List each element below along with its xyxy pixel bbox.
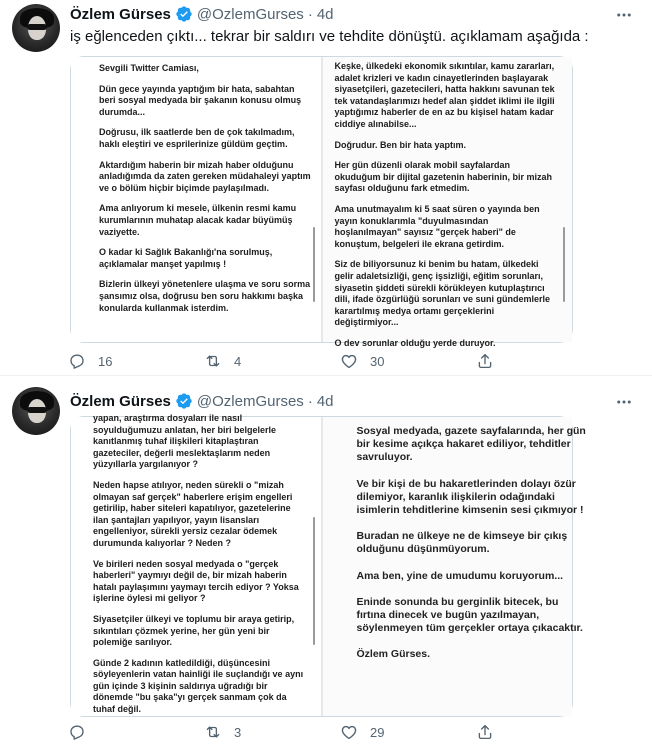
reply-button[interactable]	[68, 723, 204, 741]
like-button[interactable]	[340, 352, 476, 370]
like-icon	[340, 352, 358, 370]
verified-badge-icon	[175, 5, 193, 23]
tweet-header: Özlem Gürses @OzlemGurses · 4d	[70, 5, 334, 23]
tweet-timestamp[interactable]: 4d	[316, 5, 334, 23]
like-button[interactable]	[340, 723, 476, 741]
reply-button[interactable]	[68, 352, 204, 370]
retweet-count: 3	[234, 724, 242, 740]
scrollbar	[563, 227, 565, 302]
like-icon	[340, 723, 358, 741]
media-image-left[interactable]	[71, 413, 321, 716]
tweet-text: iş eğlenceden çıktı... tekrar bir saldırı ve tehdite dönüştü. açıklamam aşağıda :	[70, 28, 589, 45]
statement-text: Sevgili Twitter Camiası, Dün gece yayında yaptığım bir hata, sabahtan beri sosyal medyada bir şakanın konusu olmuş durumda... Doğrusu, ilk saatlerde ben de çok takılmadım, haklı eleştiri ve esprilerinize güldüm geçtim. Aktardığım haberin bir mizah haber olduğunu anladığımda da zaten gereken müdahaleyi yaptım ve o bölüm hiçbir biçimde paylaşılmadı. Ama anlıyorum ki mesele, ülkenin resmi kamu kurumlarının muhatap alacak kadar büyümüş vaziyette. O kadar ki Sağlık Bakanlığı'na sorulmuş, açıklamalar manşet yapılmış ! Bizlerin ülkeyi yönetenlere ulaşma ve soru sorma şansımız olsa, doğrusu ben soru hakkımı başka konularda kullanmak isterdim.	[99, 63, 311, 313]
statement-text: yapan, araştırma dosyaları ile nasıl soyulduğumuzu anlatan, her biri belgelerle kanıtlanmış tuhaf ilişkileri kitaplaştıran gazeteciler, değerli meslektaşlarım neden yüzyıllarla yargılanıyor ? Neden hapse atılıyor, neden sürekli o "mizah olmayan saf gerçek" haberlere erişim engelleri getirilip, haber siteleri kapatılıyor, gazetelerine ilan şantajları yapılıyor, yayın lisansları engelleniyor, sürekli yersiz cezalar ödemek durumunda kalıyorlar ? Neden ? Ve birileri neden sosyal medyada o "gerçek haberleri" yaymıyı değil de, bir mizah haberin hatalı paylaşımını yaymayı tercih ediyor ? Yoksa işlerine öylesi mi geliyor ? Siyasetçiler ülkeyi ve toplumu bir araya getirip, sıkıntıları çözmek yerine, her gün yeni bir polemiğe sarılıyor. Günde 2 kadının katledildiği, düşüncesini söyleyenlerin vatan hainliği ile suçlandığı ve aynı gün içinde 3 kişinin saldırıya uğradığı bir dönemde "bu şaka"yı gerçek sanmam çok da tuhaf değil.	[93, 413, 304, 715]
verified-badge-icon	[175, 392, 193, 410]
like-count: 30	[370, 353, 385, 369]
author-handle[interactable]: @OzlemGurses	[196, 5, 304, 23]
share-button[interactable]	[476, 352, 612, 370]
tweet-media[interactable]	[70, 56, 573, 348]
more-options-icon[interactable]	[614, 5, 634, 25]
reply-icon	[68, 723, 86, 741]
tweet-actions	[68, 722, 612, 742]
reply-icon	[68, 352, 86, 370]
scrollbar	[313, 517, 315, 645]
retweet-icon	[204, 723, 222, 741]
reply-count: 16	[98, 353, 113, 369]
scrollbar	[313, 227, 315, 302]
tweet-header: Özlem Gürses @OzlemGurses · 4d	[70, 392, 334, 410]
retweet-button[interactable]	[204, 723, 340, 741]
avatar[interactable]	[12, 387, 60, 435]
avatar[interactable]	[12, 4, 60, 52]
tweet[interactable]	[0, 377, 652, 750]
more-options-icon[interactable]	[614, 392, 634, 412]
share-icon	[476, 352, 494, 370]
retweet-icon	[204, 352, 222, 370]
media-image-left[interactable]	[71, 57, 321, 342]
author-handle[interactable]: @OzlemGurses	[196, 392, 304, 410]
retweet-count: 4	[234, 353, 242, 369]
author-name[interactable]: Özlem Gürses	[70, 392, 171, 410]
retweet-button[interactable]	[204, 352, 340, 370]
share-button[interactable]	[476, 723, 612, 741]
media-image-right[interactable]	[323, 57, 573, 348]
statement-text: Keşke, ülkedeki ekonomik sıkıntılar, kamu zararları, adalet krizleri ve kadın cinayetlerinden başlayarak siyasetçileri, gazetecileri, hatta hakkını savunan tek tek vatandaşlarımızı hedef alan şiddet iklimi ile ilgili yaptığımız haberler de en az bu kişisel hatam kadar ciddiye alınabilse... Doğrudur. Ben bir hata yaptım. Her gün düzenli olarak mobil sayfalardan okuduğum bir dijital gazetenin haberinin, bir mizah sayfası olduğunu fark etmedim. Ama unutmayalım ki 5 saat süren o yayında ben yayın konuklarımla "duyulmasından hoşlanılmayan" sayısız "gerçek haberi" de konuştum, belgeleri ile ekrana getirdim. Siz de biliyorsunuz ki benim bu hatam, ülkedeki gelir adaletsizliği, genç işsizliği, eğitim sorunları, siyasetin şiddeti sürekli körükleyen kutuplaştırıcı dili, ifade özgürlüğü sorunları ve suni gündemlerle karartılmış medya ortamı gerçeklerini değiştirmiyor... O dev sorunlar olduğu yerde duruyor.	[334, 61, 555, 348]
media-image-right[interactable]	[323, 417, 586, 716]
tweet-actions	[68, 351, 612, 371]
share-icon	[476, 723, 494, 741]
author-name[interactable]: Özlem Gürses	[70, 5, 171, 23]
tweet-media[interactable]	[70, 413, 586, 717]
tweet-timestamp[interactable]: 4d	[316, 392, 334, 410]
like-count: 29	[370, 724, 385, 740]
statement-text: Sosyal medyada, gazete sayfalarında, her gün bir kesime açıkça hakaret ediliyor, tehditler savruluyor. Ve bir kişi de bu hakaretlerinden dolayı özür dilemiyor, karanlık ilişkilerin odağındaki isimlerin tehditlerine kimsenin sesi çıkmıyor ! Buradan ne ülkeye ne de kimseye bir çıkış olduğunu düşünmüyorum. Ama ben, yine de umudumu koruyorum... Eninde sonunda bu gerginlik bitecek, bu fırtına dinecek ve bugün yazılmayan, söylenmeyen tüm gerçekler ortaya çıkacaktır. Özlem Gürses.	[356, 425, 586, 661]
